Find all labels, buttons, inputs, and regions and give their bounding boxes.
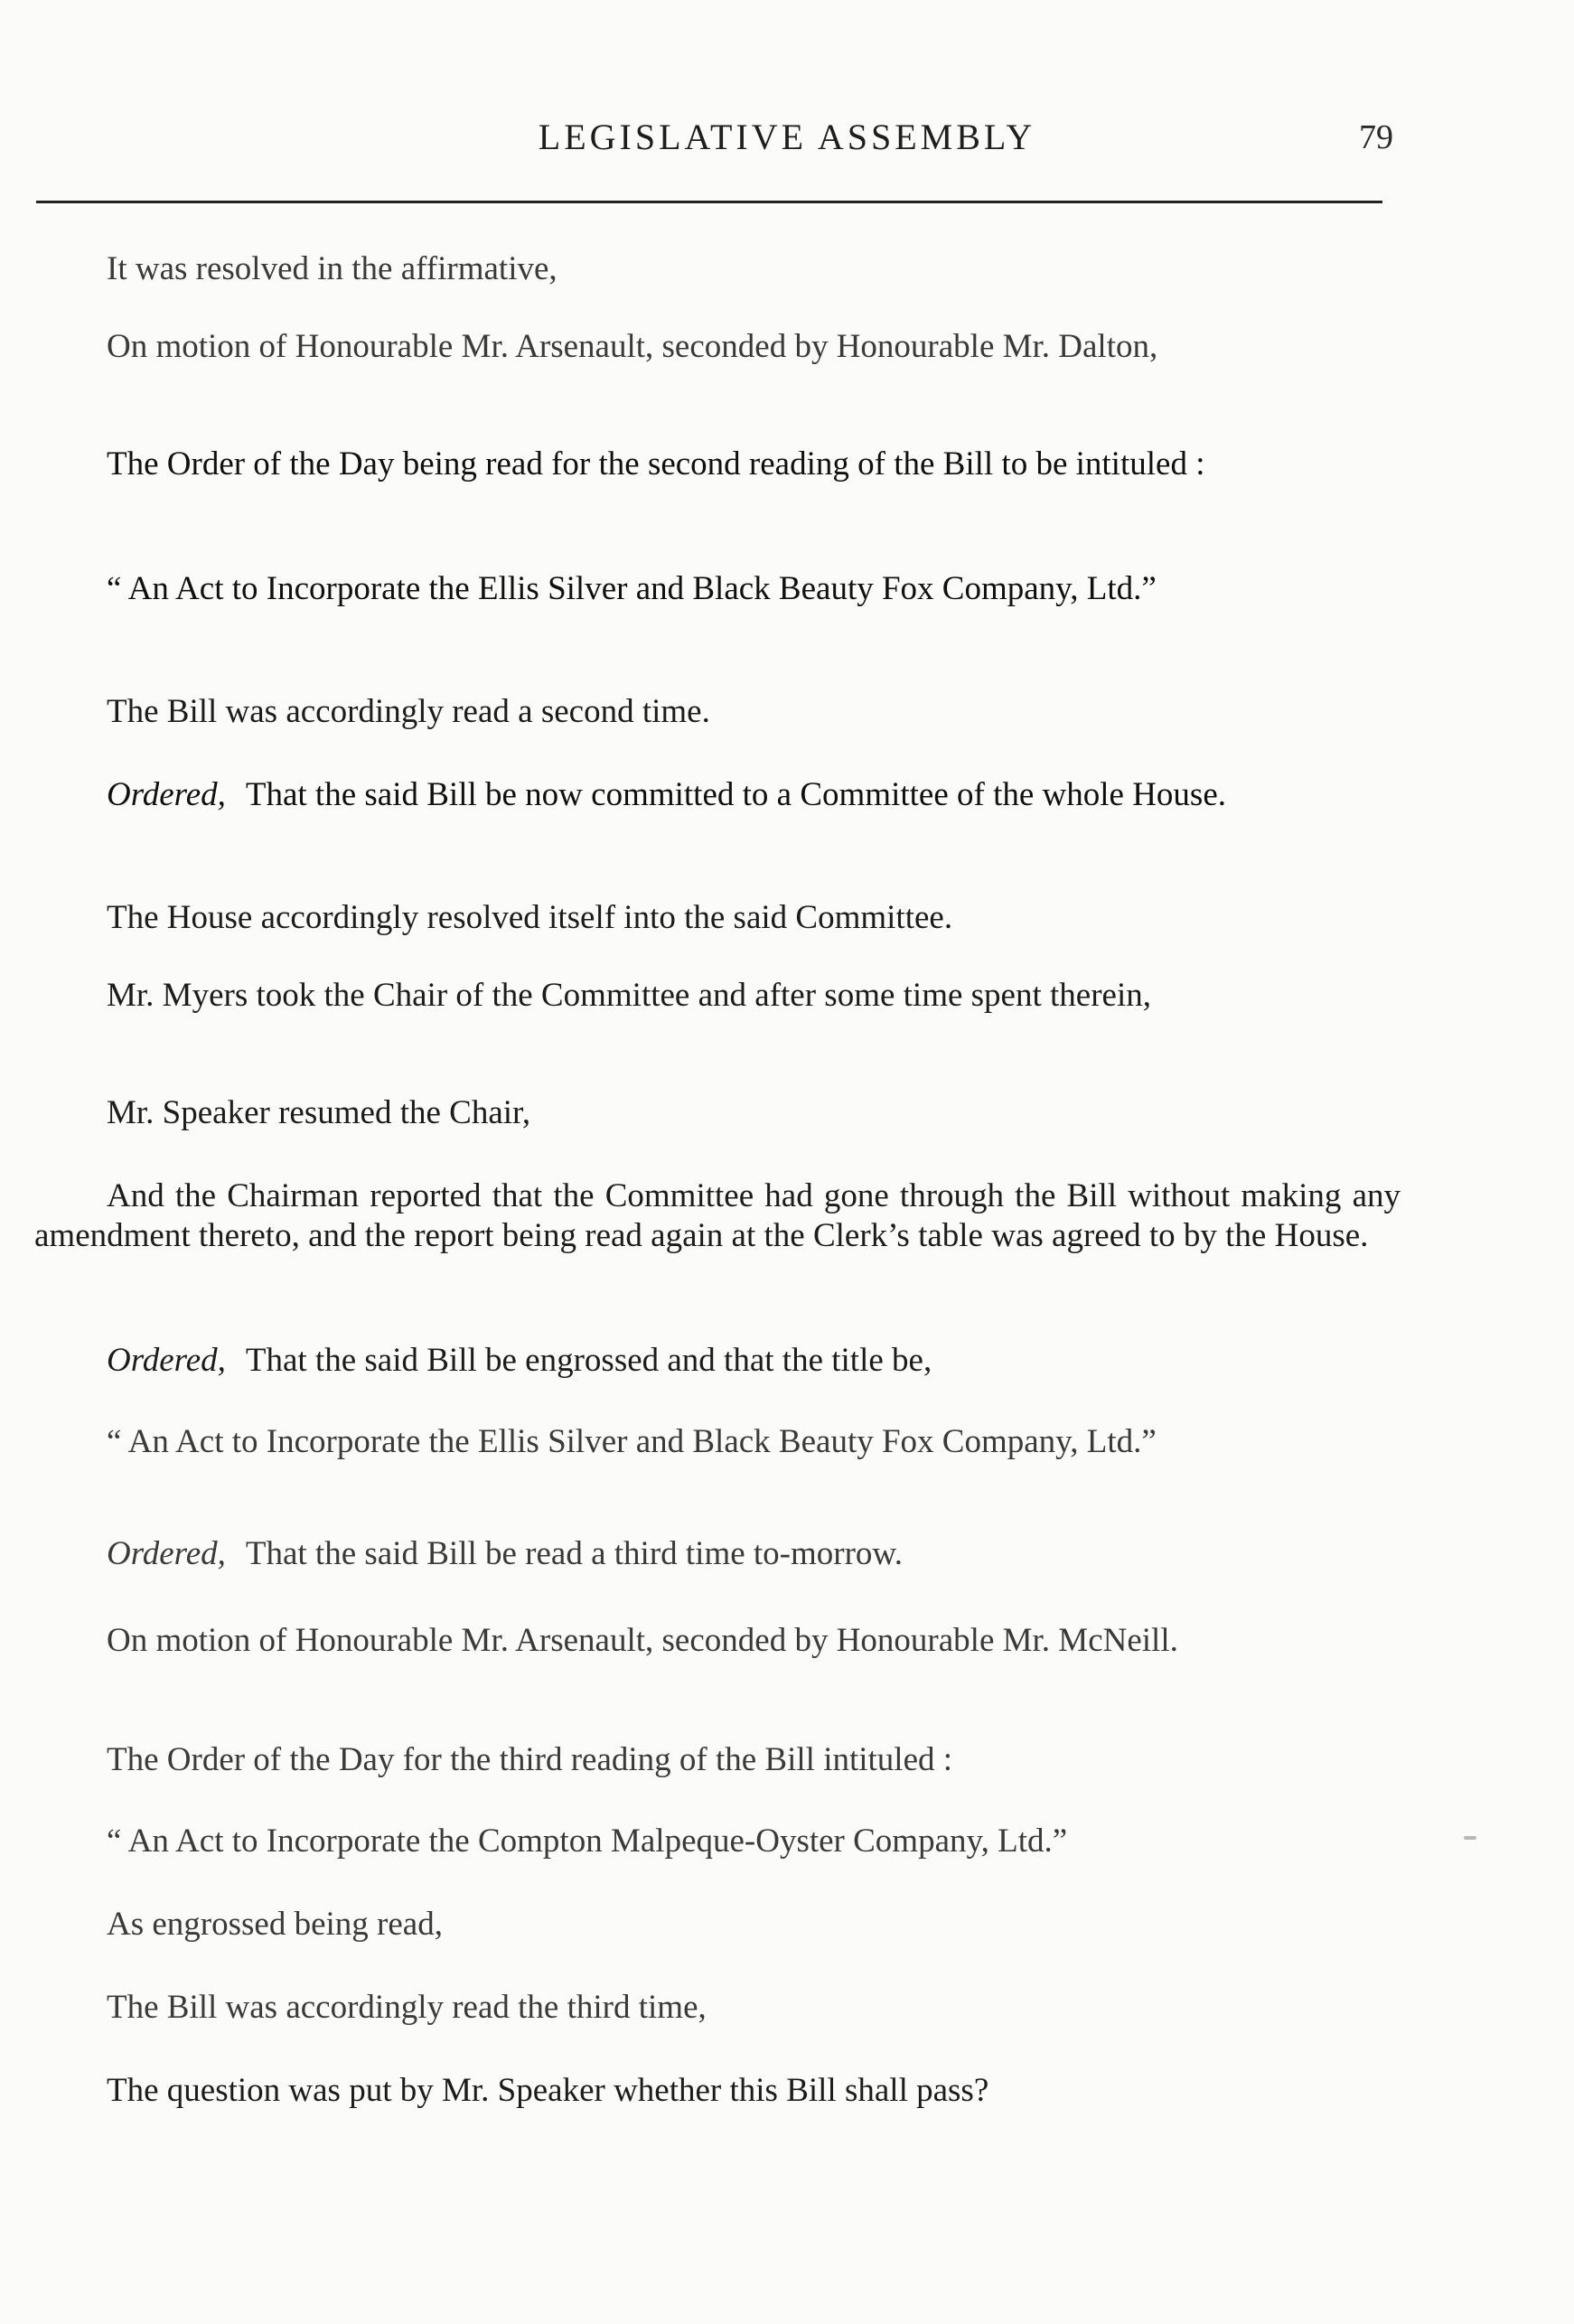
paragraph-question-put (34, 2071, 1401, 2111)
paragraph-text: “ An Act to Incorporate the Ellis Silver and Black Beauty Fox Company, Ltd.” (107, 1423, 1157, 1460)
paragraph-text: The Order of the Day being read for the second reading of the Bill to be intituled : (107, 445, 1205, 483)
paragraph-text: On motion of Honourable Mr. Arsenault, seconded by Honourable Mr. McNeill. (107, 1622, 1178, 1659)
paragraph-text: As engrossed being read, (107, 1906, 443, 1943)
paragraph-chairman-reported (34, 1176, 1401, 1256)
paragraph-motion-dalton (34, 327, 1401, 367)
paragraph-text: Mr. Speaker resumed the Chair, (107, 1094, 531, 1131)
paragraph-as-engrossed (34, 1905, 1401, 1944)
paragraph-read-second-time (34, 692, 1401, 732)
paragraph-text: The question was put by Mr. Speaker whether this Bill shall pass? (107, 2072, 989, 2109)
running-head (0, 116, 1574, 170)
paragraph-read-third-time (34, 1988, 1401, 2028)
page-number: 79 (1359, 118, 1393, 156)
paragraph-bill-title-ellis-2 (34, 1422, 1401, 1462)
paragraph-resolved (34, 249, 1401, 289)
paragraph-order-second-reading (34, 445, 1401, 484)
paragraph-speaker-resumed (34, 1093, 1401, 1133)
paragraph-text: That the said Bill be engrossed and that the title be, (245, 1342, 932, 1379)
paragraph-text: “ An Act to Incorporate the Compton Malpeque-Oyster Company, Ltd.” (107, 1823, 1068, 1860)
paragraph-text: The Bill was accordingly read the third time, (107, 1989, 707, 2026)
paragraph-bill-title-ellis (34, 569, 1401, 609)
paragraph-text: “ An Act to Incorporate the Ellis Silver and Black Beauty Fox Company, Ltd.” (107, 570, 1157, 607)
paragraph-text: It was resolved in the affirmative, (107, 250, 557, 287)
paragraph-text: The Order of the Day for the third reading of the Bill intituled : (107, 1741, 953, 1778)
header-rule (36, 201, 1382, 203)
paragraph-text: Mr. Myers took the Chair of the Committee and after some time spent therein, (107, 977, 1151, 1014)
paragraph-ordered-committed (34, 775, 1401, 815)
paragraph-text: On motion of Honourable Mr. Arsenault, seconded by Honourable Mr. Dalton, (107, 328, 1158, 365)
paragraph-text: The House accordingly resolved itself into the said Committee. (107, 899, 953, 936)
paragraph-text: The Bill was accordingly read a second time. (107, 693, 710, 730)
paragraph-motion-mcneill (34, 1621, 1401, 1661)
paragraph-ordered-engrossed (34, 1341, 1401, 1381)
paragraph-text: That the said Bill be now committed to a Committee of the whole House. (245, 776, 1226, 813)
paragraph-text: That the said Bill be read a third time to-morrow. (245, 1535, 903, 1572)
paragraph-myers-chair (34, 976, 1401, 1016)
paragraph-house-resolved (34, 898, 1401, 938)
paragraph-text: And the Chairman reported that the Committee had gone through the Bill without making any amendment thereto, and the report being read again at the Clerk’s table was agreed to by the House. (34, 1177, 1401, 1254)
ordered-lead: Ordered, (107, 1342, 226, 1379)
paragraph-order-third-reading (34, 1740, 1401, 1780)
paragraph-bill-title-compton (34, 1822, 1401, 1861)
running-title: LEGISLATIVE ASSEMBLY (538, 117, 1036, 157)
ordered-lead: Ordered, (107, 776, 226, 813)
print-speck (1464, 1836, 1476, 1840)
paragraph-ordered-third-time (34, 1534, 1401, 1574)
ordered-lead: Ordered, (107, 1535, 226, 1572)
